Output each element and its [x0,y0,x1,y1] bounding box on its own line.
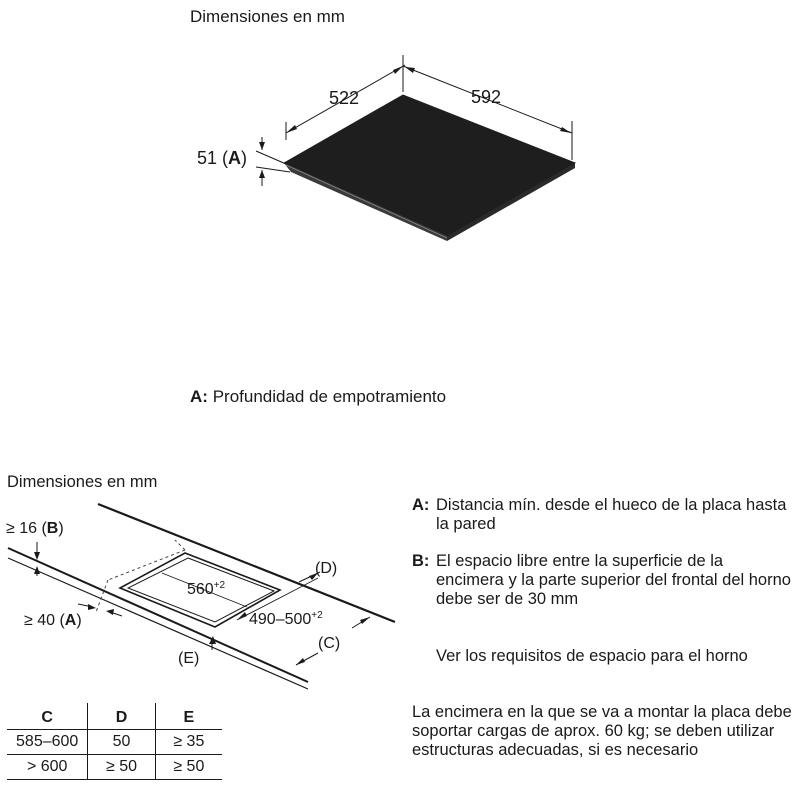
cutout-width-label: $560^{+2}$ [187,580,226,598]
label-a: ≥ 40 (A) [24,612,82,629]
oven-note: Ver los requisitos de espacio para el horno [436,647,748,665]
table-cell: > 600 [7,755,88,780]
top-diagram-title: Dimensiones en mm [190,7,345,26]
label-b: ≥ 16 (B) [6,520,64,537]
label-c: (C) [318,635,341,652]
hob-dimensions-diagram [0,0,800,380]
dimensions-table [7,703,222,780]
caption-key: A: [190,387,208,406]
dim-height-label: 51 (A) [197,148,248,168]
hob-top-surface [284,95,575,236]
table-cell: 50 [88,730,155,755]
worktop-back-edge [98,504,395,622]
label-e: (E) [178,650,200,667]
table-header-d: D [88,703,155,730]
legend-b-key: B: [412,552,430,570]
caption-text: Profundidad de empotramiento [212,387,447,406]
table-header-c: C [7,703,88,730]
table-row [7,730,222,755]
cutout-depth-label: $490-500^{+2}$ [249,610,323,628]
table-cell: ≥ 50 [88,755,155,780]
bottom-diagram-title: Dimensiones en mm [7,473,158,491]
legend-a-text: Distancia mín. desde el hueco de la placa hasta la pared [436,496,787,533]
label-d: (D) [315,560,338,577]
dim-width-label: 592 [471,87,502,107]
legend-a-key: A: [412,496,430,514]
table-header-e: E [155,703,222,730]
legend-b [412,552,791,609]
dim-depth-label: 522 [329,88,360,108]
table-cell: ≥ 50 [155,755,222,780]
legend-b-text: El espacio libre entre la superficie de la encimera y la parte superior del frontal del horno debe ser de 30 mm [436,552,791,608]
legend-a [412,496,791,534]
top-caption [190,387,446,407]
table-cell: ≥ 35 [155,730,222,755]
cutout-diagram [0,490,400,690]
load-note: La encimera en la que se va a montar la placa debe soportar cargas de aprox. 60 kg; se deben utilizar estructuras adecuadas, si es necesario [412,703,792,759]
table-cell: 585–600 [7,730,88,755]
table-row [7,755,222,780]
table-header-row [7,703,222,730]
